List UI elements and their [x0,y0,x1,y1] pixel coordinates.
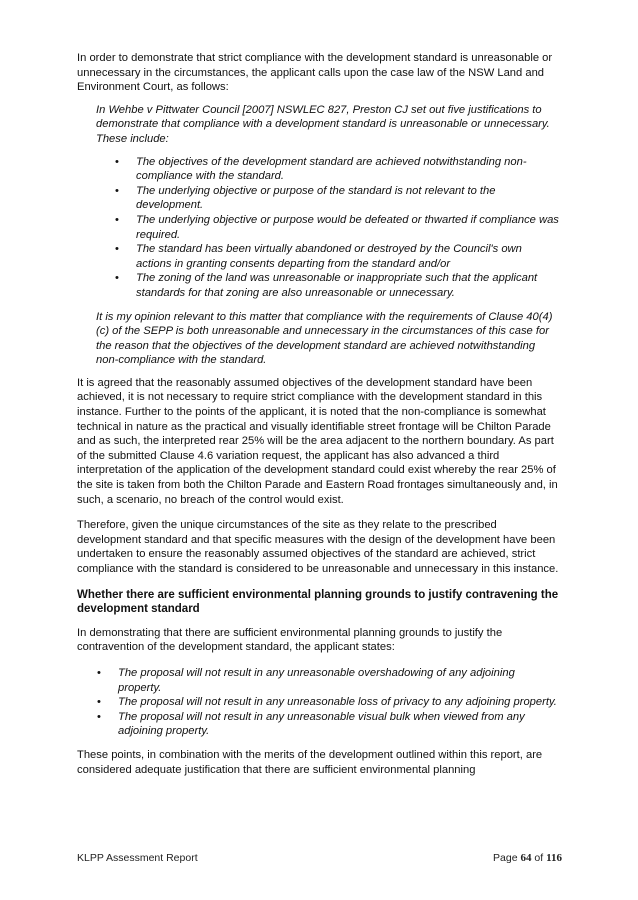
bullet-icon: • [115,184,119,197]
document-page [77,51,559,777]
total-pages-number: 116 [546,852,562,864]
current-page-number: 64 [520,852,532,864]
list-item: • The objectives of the development standard are achieved notwithstanding non-compliance with the standard. [115,155,527,183]
bullet-icon: • [97,696,101,709]
bullet-icon: • [115,272,119,285]
these-points-paragraph: These points, in combination with the merits of the development outlined within this report, are considered adequate justification that there are sufficient environmental planning [77,748,543,776]
bullet-icon: • [115,155,119,168]
bullet-icon: • [97,710,101,723]
list-item: • The underlying objective or purpose of the standard is not relevant to the development. [115,184,496,212]
list-item: • The proposal will not result in any unreasonable visual bulk when viewed from any adjoining property. [97,710,525,738]
agreed-paragraph: It is agreed that the reasonably assumed objectives of the development standard have been achieved, it is not necessary to require strict compliance with the development standard in this instance. Further to the points of the applicant, it is noted that the non-compliance is somewhat technical in nature as the practical and visually identifiable street frontage will be Chilton Parade and as such, the interpreted rear 25% will be the area adjacent to the northern boundary. As part of the submitted Clause 4.6 variation request, the applicant has also advanced a third interpretation of the application of the development standard could exist whereby the rear 25% of the site is taken from both the Chilton Parade and Eastern Road frontages simultaneously and, in such, a scenario, no breach of the control would exist. [77,376,558,506]
applicant-statements-list [97,666,559,739]
bullet-icon: • [97,666,101,679]
bullet-icon: • [115,213,119,226]
report-name: KLPP Assessment Report [77,852,198,864]
demonstrating-paragraph: In demonstrating that there are sufficient environmental planning grounds to justify the contravention of the development standard, the applicant states: [77,626,503,654]
quote-conclusion-paragraph: It is my opinion relevant to this matter that compliance with the requirements of Clause 40(4)(c) of the SEPP is both unreasonable and unnecessary in the circumstances of this case for the reason that the objectives of the development standard are achieved notwithstanding non-compliance with the standard. [96,310,553,367]
list-item: • The proposal will not result in any unreasonable overshadowing of any adjoining property. [97,666,515,694]
list-item: • The proposal will not result in any unreasonable loss of privacy to any adjoining property. [97,696,557,709]
bullet-icon: • [115,243,119,256]
section-heading: Whether there are sufficient environmental planning grounds to justify contravening the development standard [77,588,559,616]
quote-intro-paragraph: In Wehbe v Pittwater Council [2007] NSWLEC 827, Preston CJ set out five justifications to demonstrate that compliance with a development standard is unreasonable or unnecessary. These include: [96,103,550,145]
intro-paragraph: In order to demonstrate that strict compliance with the development standard is unreasonable or unnecessary in the circumstances, the applicant calls upon the case law of the NSW Land and Environment Court, as follows: [77,52,553,94]
case-law-quote [96,103,559,368]
list-item: • The zoning of the land was unreasonable or inappropriate such that the applicant standards for that zoning are also unreasonable or unnecessary. [115,272,538,299]
justifications-list [115,155,559,301]
therefore-paragraph: Therefore, given the unique circumstances of the site as they relate to the prescribed development standard and that specific measures with the design of the development have been undertaken to ensure the reasonably assumed objectives of the standard are achieved, strict compliance with the standard is considered to be unreasonable and unnecessary in this instance. [77,519,559,575]
list-item: • The underlying objective or purpose would be defeated or thwarted if compliance was required. [115,213,559,241]
list-item: • The standard has been virtually abandoned or destroyed by the Council's own actions in granting consents departing from the standard and/or [115,243,522,270]
page-number-indicator: Page 64 of 116 [493,852,562,864]
